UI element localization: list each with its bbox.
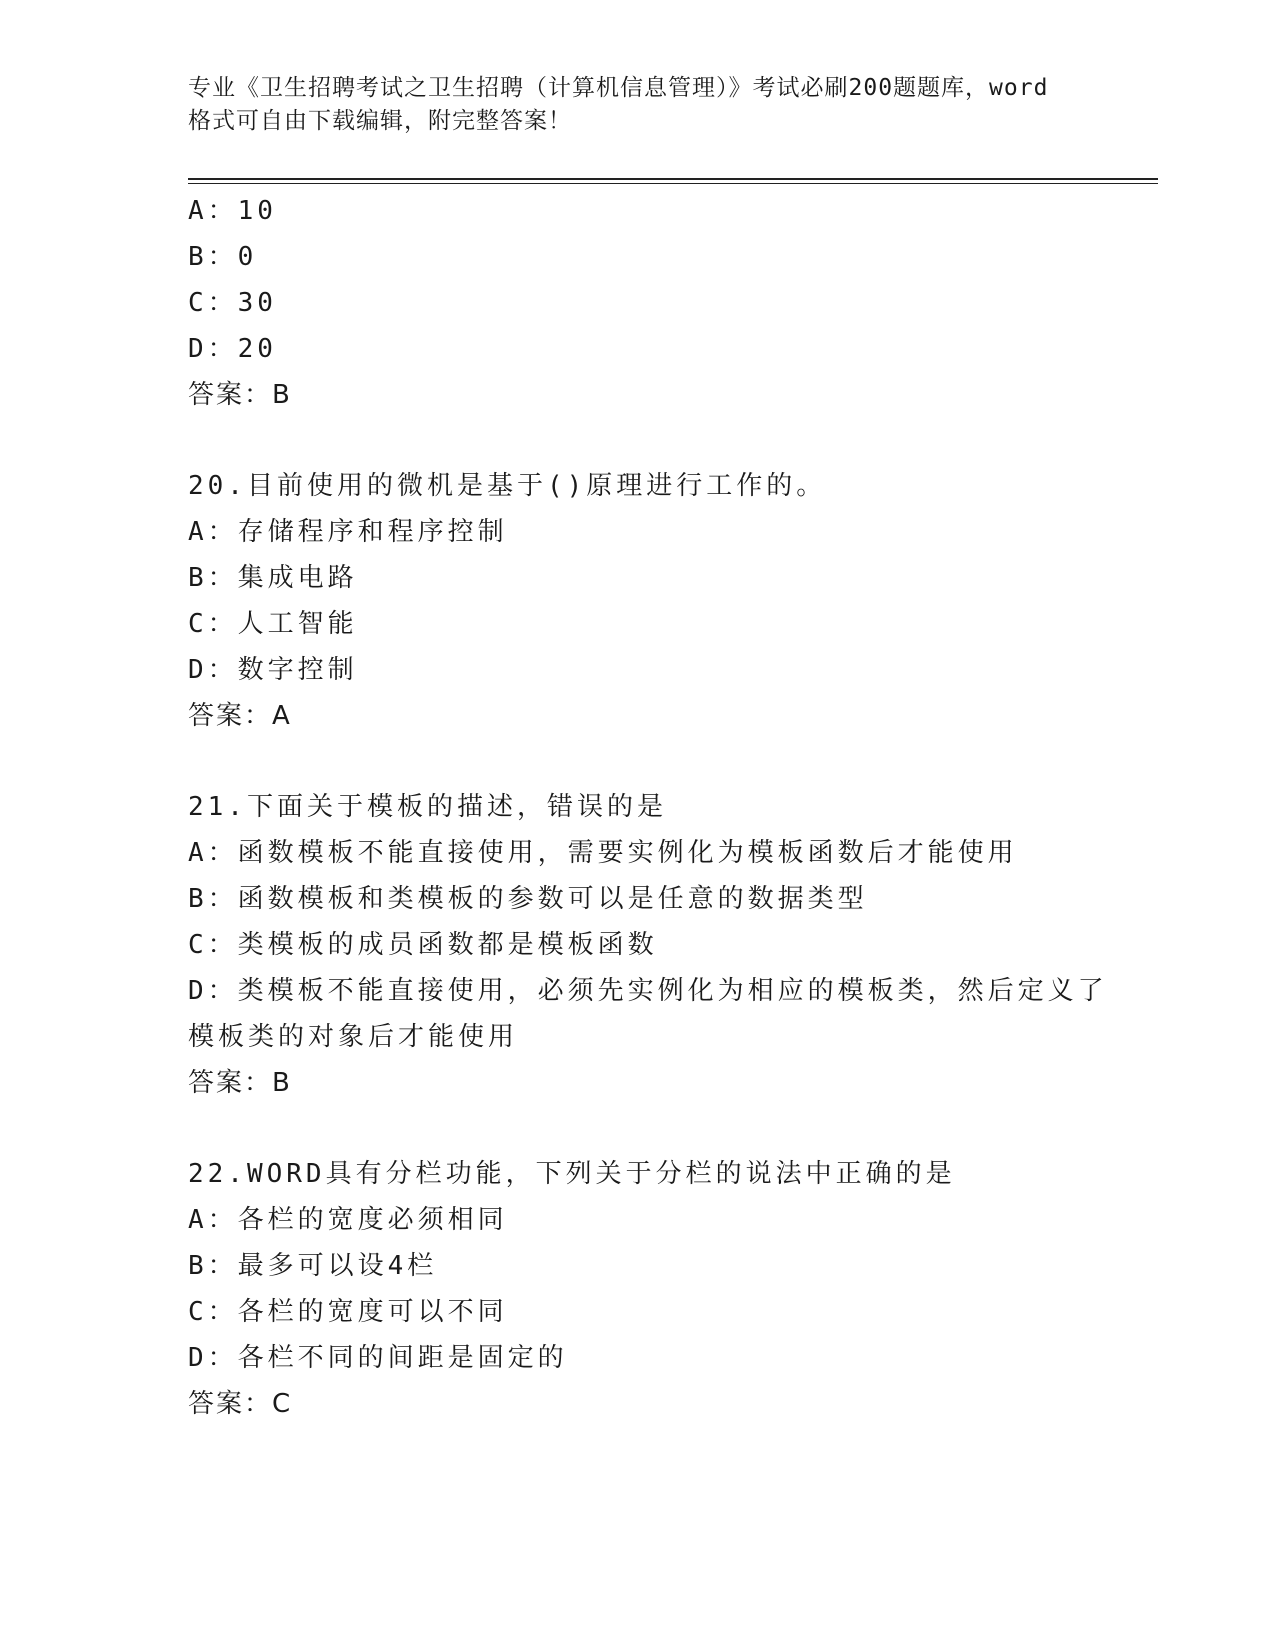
header-title-line2: 格式可自由下载编辑，附完整答案！ (188, 108, 572, 134)
question-22 (188, 1151, 1148, 1427)
option-c: C：类模板的成员函数都是模板函数 (188, 930, 658, 960)
option-c: C：各栏的宽度可以不同 (188, 1297, 508, 1327)
header-divider-thin (188, 183, 1158, 184)
option-a: A：存储程序和程序控制 (188, 517, 508, 547)
option-b: B：0 (188, 242, 258, 272)
answer: 答案：B (188, 1068, 292, 1098)
question-list (188, 188, 1148, 1427)
answer: 答案：B (188, 380, 292, 410)
option-d: D：数字控制 (188, 655, 358, 685)
question-text: 21.下面关于模板的描述，错误的是 (188, 792, 667, 822)
option-a: A：函数模板不能直接使用，需要实例化为模板函数后才能使用 (188, 838, 1018, 868)
option-a: A：各栏的宽度必须相同 (188, 1205, 508, 1235)
option-b: B：最多可以设4栏 (188, 1251, 438, 1281)
answer: 答案：C (188, 1389, 293, 1419)
question-20 (188, 463, 1148, 739)
option-d-continued: 模板类的对象后才能使用 (188, 1022, 519, 1052)
option-d: D：类模板不能直接使用，必须先实例化为相应的模板类，然后定义了 (188, 976, 1108, 1006)
header-divider (188, 178, 1158, 180)
question-21 (188, 784, 1148, 1106)
answer: 答案：A (188, 701, 292, 731)
option-b: B：集成电路 (188, 563, 358, 593)
option-b: B：函数模板和类模板的参数可以是任意的数据类型 (188, 884, 868, 914)
option-a: A：10 (188, 196, 277, 226)
spacer (188, 739, 1148, 784)
option-d: D：20 (188, 334, 277, 364)
option-d: D：各栏不同的间距是固定的 (188, 1343, 568, 1373)
spacer (188, 418, 1148, 463)
option-c: C：30 (188, 288, 277, 318)
question-text: 22.WORD具有分栏功能，下列关于分栏的说法中正确的是 (188, 1159, 956, 1189)
header-title-line1: 专业《卫生招聘考试之卫生招聘（计算机信息管理）》考试必刷200题题库，word (188, 75, 1049, 101)
question-19 (188, 188, 1148, 418)
spacer (188, 1106, 1148, 1151)
question-text: 20.目前使用的微机是基于()原理进行工作的。 (188, 471, 827, 501)
document-header (188, 72, 1088, 138)
option-c: C：人工智能 (188, 609, 358, 639)
